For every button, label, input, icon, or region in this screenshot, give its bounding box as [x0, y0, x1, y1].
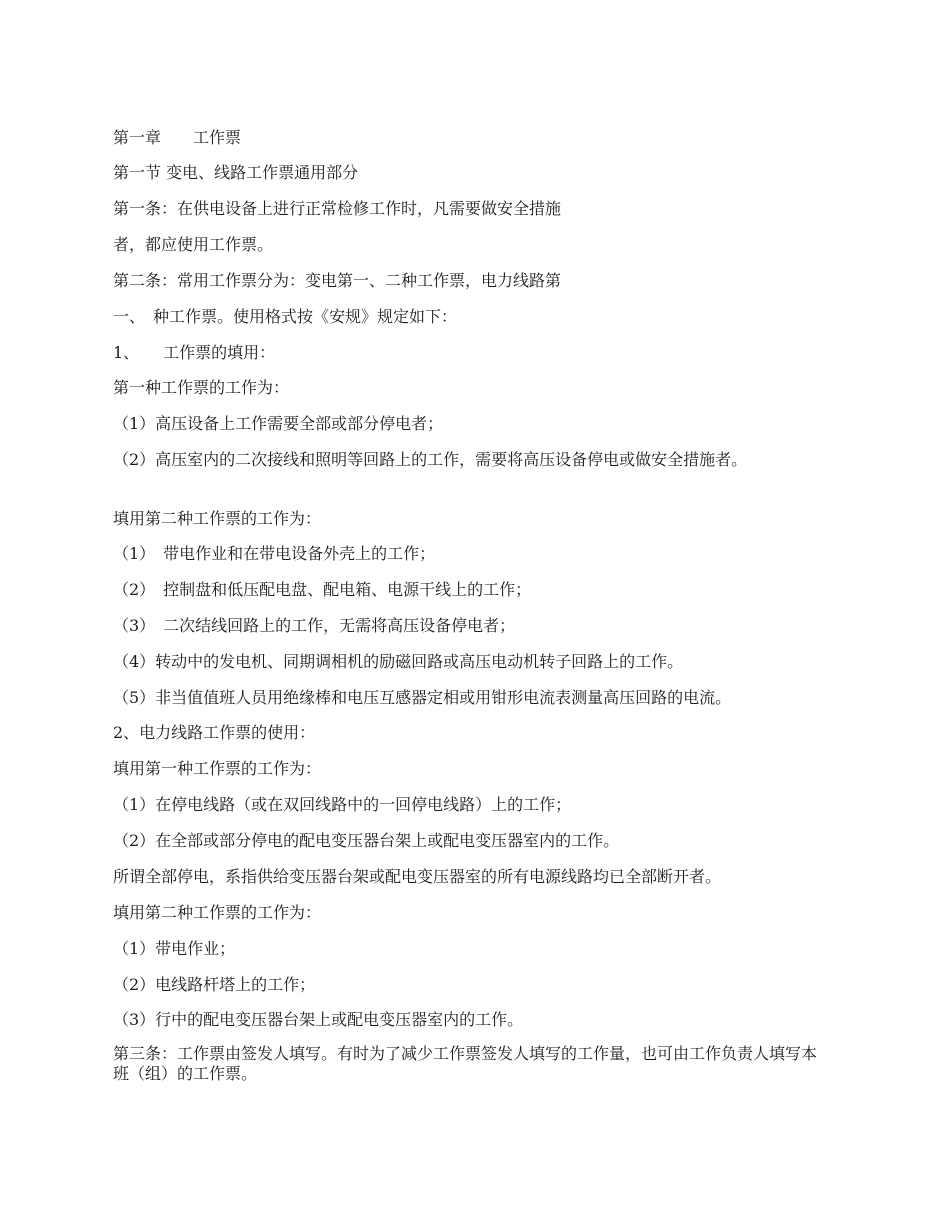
- section-title: 第一节 变电、线路工作票通用部分: [113, 163, 359, 182]
- list-item: （1） 带电作业和在带电设备外壳上的工作；: [113, 544, 436, 563]
- list-item: （3） 二次结线回路上的工作，无需将高压设备停电者；: [113, 616, 516, 635]
- paragraph-line: 第一条：在供电设备上进行正常检修工作时，凡需要做安全措施: [113, 199, 562, 218]
- list-item: （4）转动中的发电机、同期调相机的励磁回路或高压电动机转子回路上的工作。: [113, 652, 684, 671]
- list-item: （1）高压设备上工作需要全部或部分停电者；: [113, 414, 444, 433]
- paragraph-line: 填用第二种工作票的工作为：: [113, 903, 322, 922]
- list-item: （5）非当值值班人员用绝缘棒和电压互感器定相或用钳形电流表测量高压回路的电流。: [113, 688, 732, 707]
- paragraph-line: 填用第二种工作票的工作为：: [113, 509, 322, 528]
- list-item: （1）带电作业；: [113, 939, 236, 958]
- list-item: （2）高压室内的二次接线和照明等回路上的工作，需要将高压设备停电或做安全措施者。: [113, 450, 748, 469]
- paragraph-line: 1、 工作票的填用：: [113, 343, 276, 362]
- list-item: （2）在全部或部分停电的配电变压器台架上或配电变压器室内的工作。: [113, 831, 620, 850]
- paragraph-line: 填用第一种工作票的工作为：: [113, 759, 322, 778]
- paragraph-line: 一、 种工作票。使用格式按《安规》规定如下：: [113, 307, 458, 326]
- list-item: （2）电线路杆塔上的工作；: [113, 975, 316, 994]
- paragraph-line: 第一种工作票的工作为：: [113, 378, 290, 397]
- paragraph-line: 所谓全部停电，系指供给变压器台架或配电变压器室的所有电源线路均已全部断开者。: [113, 867, 722, 886]
- paragraph-line: 者，都应使用工作票。: [113, 235, 274, 254]
- chapter-title: 第一章 工作票: [113, 128, 242, 147]
- list-item: （1）在停电线路（或在双回线路中的一回停电线路）上的工作；: [113, 795, 572, 814]
- paragraph-line: 第二条：常用工作票分为：变电第一、二种工作票，电力线路第: [113, 271, 562, 290]
- list-item: （2） 控制盘和低压配电盘、配电箱、电源干线上的工作；: [113, 580, 532, 599]
- paragraph-line: 2、电力线路工作票的使用：: [113, 723, 316, 742]
- paragraph-line: 第三条：工作票由签发人填写。有时为了减少工作票签发人填写的工作量，也可由工作负责人填写本班（组）的工作票。: [113, 1044, 818, 1083]
- list-item: （3）行中的配电变压器台架上或配电变压器室内的工作。: [113, 1010, 524, 1029]
